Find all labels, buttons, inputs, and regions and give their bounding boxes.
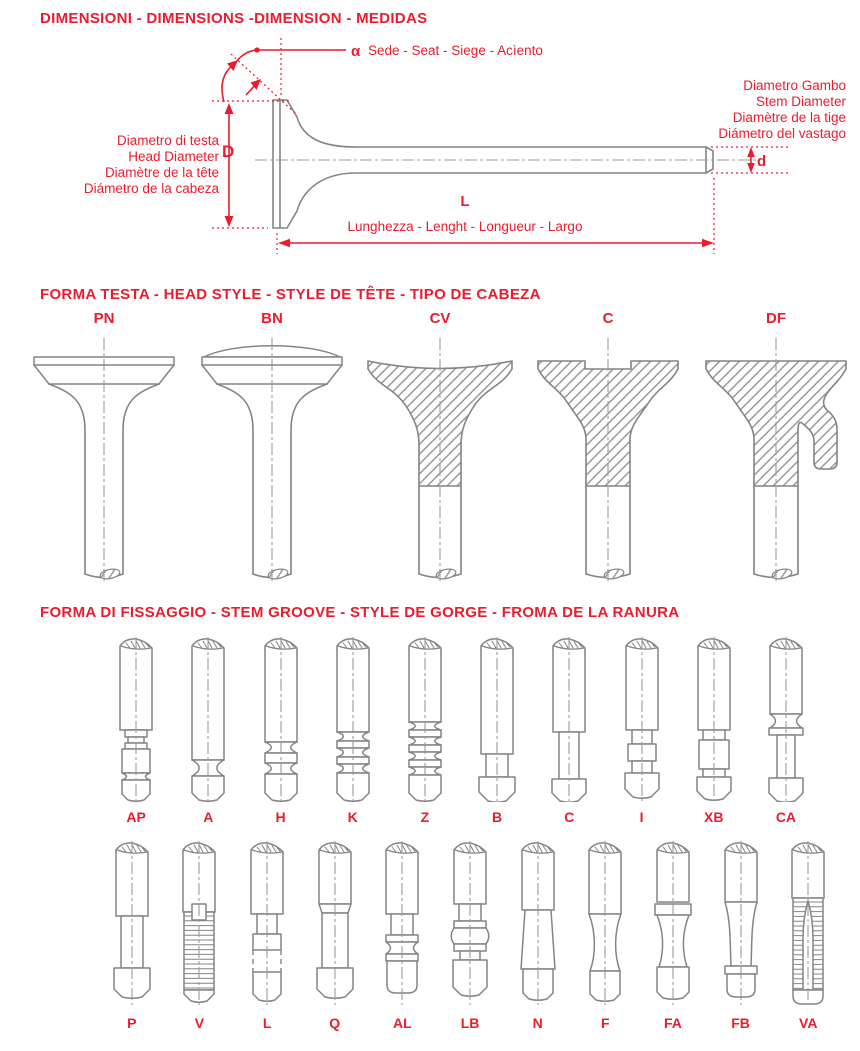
stem-groove-drawing-v bbox=[175, 840, 223, 1008]
stem-groove-drawing-ap bbox=[112, 636, 160, 802]
head-style-label: DF bbox=[766, 310, 786, 327]
stem-groove-label: L bbox=[262, 1015, 272, 1031]
head-style-label: BN bbox=[261, 310, 283, 327]
valve-dimensions-drawing bbox=[0, 0, 860, 265]
head-style-label: C bbox=[602, 310, 614, 327]
stem-groove-item-lb bbox=[436, 840, 504, 1031]
stem-groove-row-1 bbox=[100, 636, 822, 825]
stem-groove-label: V bbox=[194, 1015, 205, 1031]
stem-groove-label: AL bbox=[393, 1015, 412, 1031]
stem-groove-drawing-xb bbox=[690, 636, 738, 802]
head-style-drawing-pn bbox=[24, 334, 184, 586]
head-style-item-cv bbox=[356, 308, 524, 586]
svg-text:Diametro Gambo: Diametro Gambo bbox=[743, 78, 846, 93]
svg-text:Stem Diameter: Stem Diameter bbox=[755, 94, 846, 109]
stem-groove-drawing-b bbox=[473, 636, 521, 802]
stem-groove-label: F bbox=[601, 1015, 610, 1031]
stem-groove-label: Z bbox=[420, 809, 430, 825]
stem-groove-label: P bbox=[127, 1015, 137, 1031]
stem-groove-label: A bbox=[203, 809, 214, 825]
stem-groove-label: Q bbox=[329, 1015, 341, 1031]
head-diameter-dimension bbox=[225, 103, 234, 227]
svg-text:Diamètre de la tête: Diamètre de la tête bbox=[104, 165, 219, 180]
head-diameter-label bbox=[84, 133, 220, 196]
stem-groove-label: FB bbox=[731, 1015, 750, 1031]
length-dimension bbox=[278, 239, 714, 247]
valve-outline bbox=[255, 100, 758, 228]
svg-text:Diámetro del vastago: Diámetro del vastago bbox=[718, 126, 846, 141]
svg-text:Diametro di testa: Diametro di testa bbox=[116, 133, 219, 148]
stem-groove-label: I bbox=[639, 809, 644, 825]
stem-groove-drawing-i bbox=[618, 636, 666, 802]
svg-text:Diamètre de la tige: Diamètre de la tige bbox=[732, 110, 846, 125]
stem-groove-row-2 bbox=[98, 840, 842, 1031]
stem-diameter-label bbox=[718, 78, 846, 141]
stem-groove-drawing-a bbox=[184, 636, 232, 802]
stem-groove-item-f bbox=[571, 840, 639, 1031]
stem-groove-label: VA bbox=[799, 1015, 818, 1031]
stem-groove-drawing-p bbox=[108, 840, 156, 1008]
stem-groove-item-k bbox=[317, 636, 389, 825]
stem-groove-label: CA bbox=[775, 809, 797, 825]
stem-groove-label: C bbox=[564, 809, 575, 825]
stem-groove-drawing-f bbox=[581, 840, 629, 1008]
stem-groove-drawing-fa bbox=[649, 840, 697, 1008]
stem-groove-label: AP bbox=[126, 809, 146, 825]
head-style-label: CV bbox=[429, 310, 451, 327]
head-style-item-df bbox=[692, 308, 860, 586]
stem-groove-label: N bbox=[532, 1015, 543, 1031]
head-style-drawing-cv bbox=[360, 334, 520, 586]
stem-groove-item-ap bbox=[100, 636, 172, 825]
stem-groove-item-xb bbox=[678, 636, 750, 825]
stem-groove-drawing-al bbox=[378, 840, 426, 1008]
stem-groove-item-l bbox=[233, 840, 301, 1031]
stem-groove-label: K bbox=[347, 809, 358, 825]
stem-groove-drawing-n bbox=[514, 840, 562, 1008]
head-style-section-title: FORMA TESTA - HEAD STYLE - STYLE DE TÊTE - TIPO DE CABEZA bbox=[40, 286, 541, 303]
svg-text:Head Diameter: Head Diameter bbox=[128, 149, 219, 164]
head-style-drawing-c bbox=[528, 334, 688, 586]
stem-groove-item-n bbox=[504, 840, 572, 1031]
stem-groove-item-fa bbox=[639, 840, 707, 1031]
stem-groove-item-c bbox=[533, 636, 605, 825]
stem-groove-drawing-q bbox=[311, 840, 359, 1008]
stem-diameter-symbol: d bbox=[757, 153, 767, 170]
stem-groove-label: LB bbox=[460, 1015, 480, 1031]
stem-groove-drawing-va bbox=[784, 840, 832, 1008]
stem-groove-drawing-lb bbox=[446, 840, 494, 1008]
head-style-drawing-df bbox=[696, 334, 856, 586]
stem-groove-item-b bbox=[461, 636, 533, 825]
stem-groove-label: H bbox=[275, 809, 286, 825]
length-label: Lunghezza - Lenght - Longueur - Largo bbox=[347, 219, 583, 234]
stem-groove-label: B bbox=[492, 809, 503, 825]
seat-angle-annotation bbox=[222, 47, 346, 102]
stem-groove-item-v bbox=[166, 840, 234, 1031]
head-diameter-symbol: D bbox=[222, 142, 235, 161]
stem-groove-drawing-z bbox=[401, 636, 449, 802]
stem-groove-item-i bbox=[605, 636, 677, 825]
length-symbol: L bbox=[460, 193, 470, 210]
stem-groove-drawing-c bbox=[545, 636, 593, 802]
stem-groove-item-p bbox=[98, 840, 166, 1031]
stem-groove-item-al bbox=[369, 840, 437, 1031]
stem-groove-section-title: FORMA DI FISSAGGIO - STEM GROOVE - STYLE DE GORGE - FROMA DE LA RANURA bbox=[40, 604, 680, 621]
head-style-row bbox=[20, 308, 860, 586]
stem-groove-item-fb bbox=[707, 840, 775, 1031]
head-style-drawing-bn bbox=[192, 334, 352, 586]
head-style-item-c bbox=[524, 308, 692, 586]
head-style-label: PN bbox=[93, 310, 115, 327]
stem-groove-drawing-l bbox=[243, 840, 291, 1008]
stem-groove-item-va bbox=[774, 840, 842, 1031]
stem-groove-item-a bbox=[172, 636, 244, 825]
stem-groove-item-h bbox=[244, 636, 316, 825]
stem-groove-drawing-k bbox=[329, 636, 377, 802]
svg-text:Diámetro de la cabeza: Diámetro de la cabeza bbox=[83, 181, 219, 196]
stem-groove-item-z bbox=[389, 636, 461, 825]
leader-dot bbox=[254, 47, 259, 52]
head-style-item-pn bbox=[20, 308, 188, 586]
seat-label: Sede - Seat - Siege - Acìento bbox=[368, 43, 543, 58]
stem-groove-drawing-h bbox=[257, 636, 305, 802]
stem-groove-drawing-ca bbox=[762, 636, 810, 802]
dimensions-section-title: DIMENSIONI - DIMENSIONS -DIMENSION - MEDIDAS bbox=[40, 10, 428, 27]
stem-groove-drawing-fb bbox=[717, 840, 765, 1008]
stem-groove-label: FA bbox=[664, 1015, 682, 1031]
angle-symbol: α bbox=[351, 43, 361, 60]
stem-groove-item-ca bbox=[750, 636, 822, 825]
stem-groove-item-q bbox=[301, 840, 369, 1031]
head-style-item-bn bbox=[188, 308, 356, 586]
stem-groove-label: XB bbox=[704, 809, 724, 825]
